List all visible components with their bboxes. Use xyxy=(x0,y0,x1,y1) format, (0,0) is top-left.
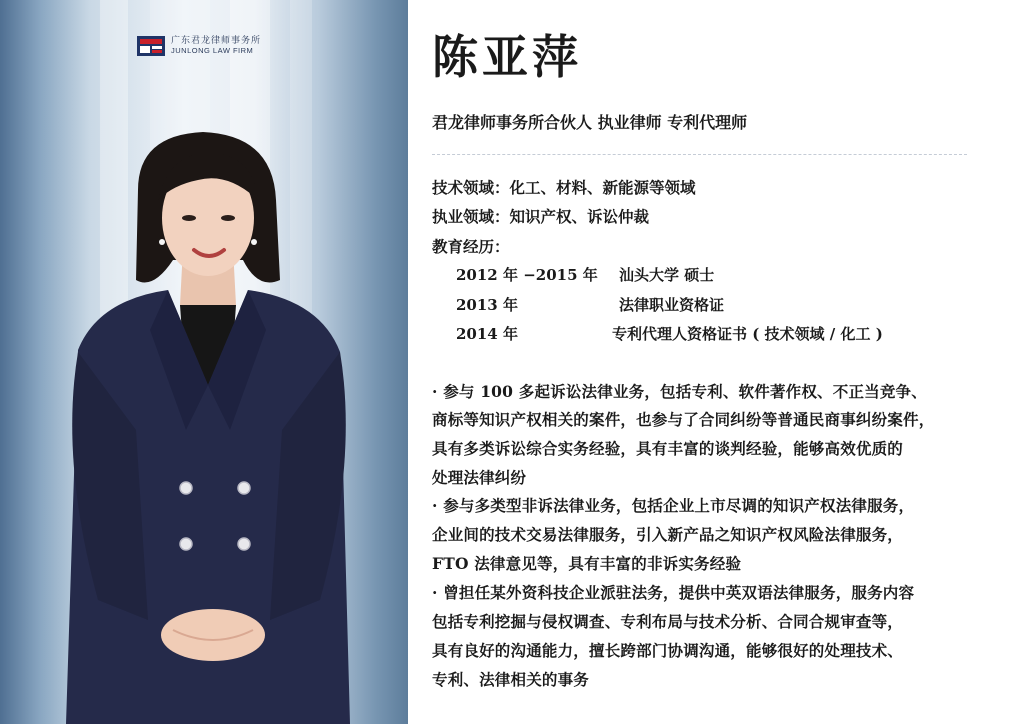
education-detail: 专利代理人资格证书 ( 技术领域 / 化工 ) xyxy=(612,325,883,343)
firm-name-cn: 广东君龙律师事务所 xyxy=(171,35,262,46)
bullet-line: 企业间的技术交易法律服务，引入新产品之知识产权风险法律服务， xyxy=(432,525,904,544)
tech-field: 技术领域：化工、材料、新能源等领域 xyxy=(432,178,696,197)
bullet-line: 具有良好的沟通能力，擅长跨部门协调沟通，能够很好的处理技术、 xyxy=(432,641,904,660)
lawyer-title: 君龙律师事务所合伙人 执业律师 专利代理师 xyxy=(432,113,748,132)
junlong-logo-icon xyxy=(137,36,165,56)
education-detail: 法律职业资格证 xyxy=(619,296,725,314)
lawyer-name: 陈亚萍 xyxy=(432,30,582,84)
bullet-line: · 参与多类型非诉法律业务，包括企业上市尽调的知识产权法律服务， xyxy=(432,496,915,515)
education-detail: 汕头大学 硕士 xyxy=(619,266,715,284)
bullet-line: 处理法律纠纷 xyxy=(432,468,527,487)
education-year: 2013 年 xyxy=(456,296,518,314)
bullet-line: 商标等知识产权相关的案件，也参与了合同纠纷等普通民商事纠纷案件， xyxy=(432,410,935,429)
bullet-line: 包括专利挖掘与侵权调查、专利布局与技术分析、合同合规审查等， xyxy=(432,612,904,631)
education-label: 教育经历： xyxy=(432,237,510,256)
bullet-line: 专利、法律相关的事务 xyxy=(432,670,590,689)
education-year: 2012 年 −2015 年 xyxy=(456,266,598,284)
practice-field: 执业领域：知识产权、诉讼仲裁 xyxy=(432,207,650,226)
education-year: 2014 年 xyxy=(456,325,518,343)
bullet-line: FTO 法律意见等，具有丰富的非诉实务经验 xyxy=(432,554,742,573)
bullet-line: 具有多类诉讼综合实务经验，具有丰富的谈判经验，能够高效优质的 xyxy=(432,439,904,458)
photo-panel xyxy=(0,0,408,724)
lawyer-portrait xyxy=(58,130,358,724)
bullet-line: · 曾担任某外资科技企业派驻法务，提供中英双语法律服务，服务内容 xyxy=(432,583,915,602)
firm-name-en: JUNLONG LAW FIRM xyxy=(171,45,254,55)
dashed-divider xyxy=(432,154,967,155)
firm-logo xyxy=(137,36,261,56)
bullet-line: · 参与 100 多起诉讼法律业务，包括专利、软件著作权、不正当竞争、 xyxy=(432,382,927,401)
